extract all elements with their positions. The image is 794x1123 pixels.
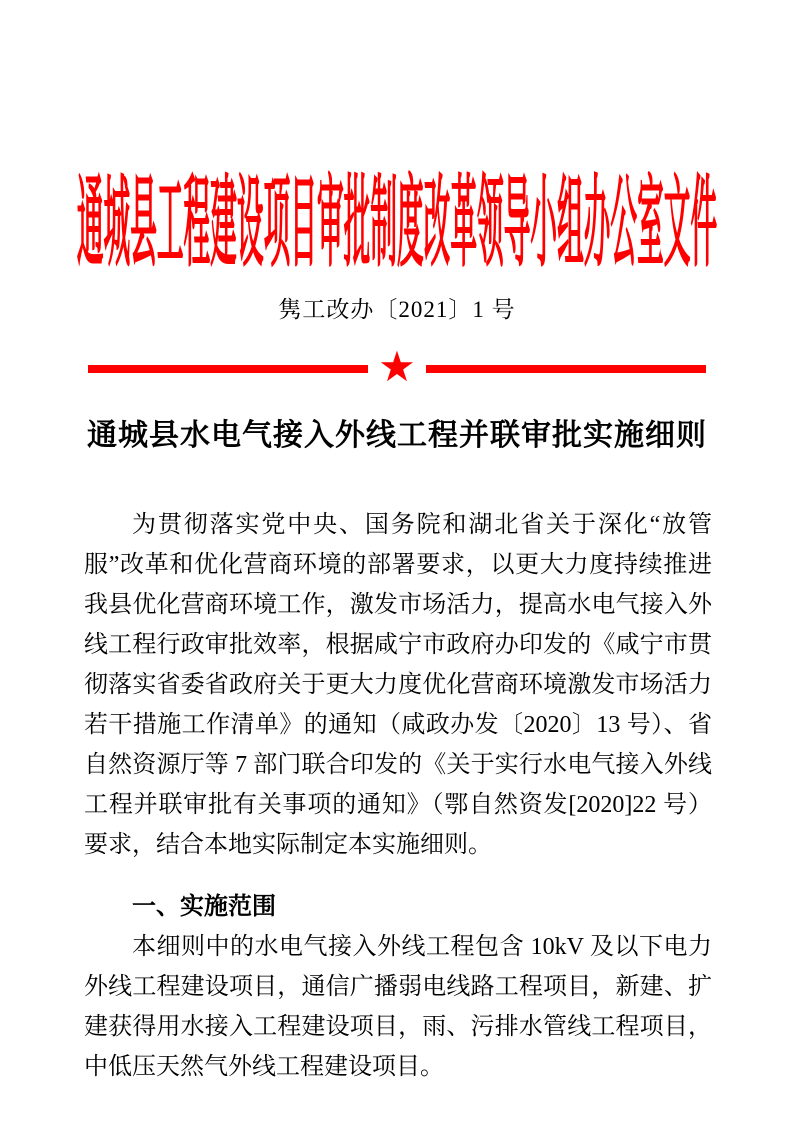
divider-left-bar xyxy=(88,365,368,373)
doc-number: 隽工改办〔2021〕1 号 xyxy=(278,297,516,322)
divider-right-bar xyxy=(426,365,706,373)
document-body xyxy=(84,505,712,1087)
section1-heading: 一、实施范围 xyxy=(132,893,276,920)
red-header-banner xyxy=(0,158,794,280)
intro-paragraph: 为贯彻落实党中央、国务院和湖北省关于深化“放管服”改革和优化营商环境的部署要求，以更大力度持续推进我县优化营商环境工作，激发市场活力，提高水电气接入外线工程行政审批效率，根据咸宁市政府办印发的《咸宁市贯彻落实省委省政府关于更大力度优化营商环境激发市场活力若干措施工作清单》的通知（咸政办发〔2020〕13 号）、省自然资源厅等 7 部门联合印发的《关于实行水电气接入外线工程并联审批有关事项的通知》（鄂自然资发[2020]22 号）要求，结合本地实际制定本实施细则。 xyxy=(84,512,712,858)
org-title: 通城县工程建设项目审批制度改革领导小组办公室文件 xyxy=(76,167,718,280)
red-divider xyxy=(88,342,706,391)
section1-paragraph: 本细则中的水电气接入外线工程包含 10kV 及以下电力外线工程建设项目，通信广播弱电线路工程项目，新建、扩建获得用水接入工程建设项目，雨、污排水管线工程项目，中低压天然气外线工程建设项目。 xyxy=(84,934,712,1080)
star-icon: ★ xyxy=(378,342,416,391)
document-title: 通城县水电气接入外线工程并联审批实施细则 xyxy=(87,419,707,452)
